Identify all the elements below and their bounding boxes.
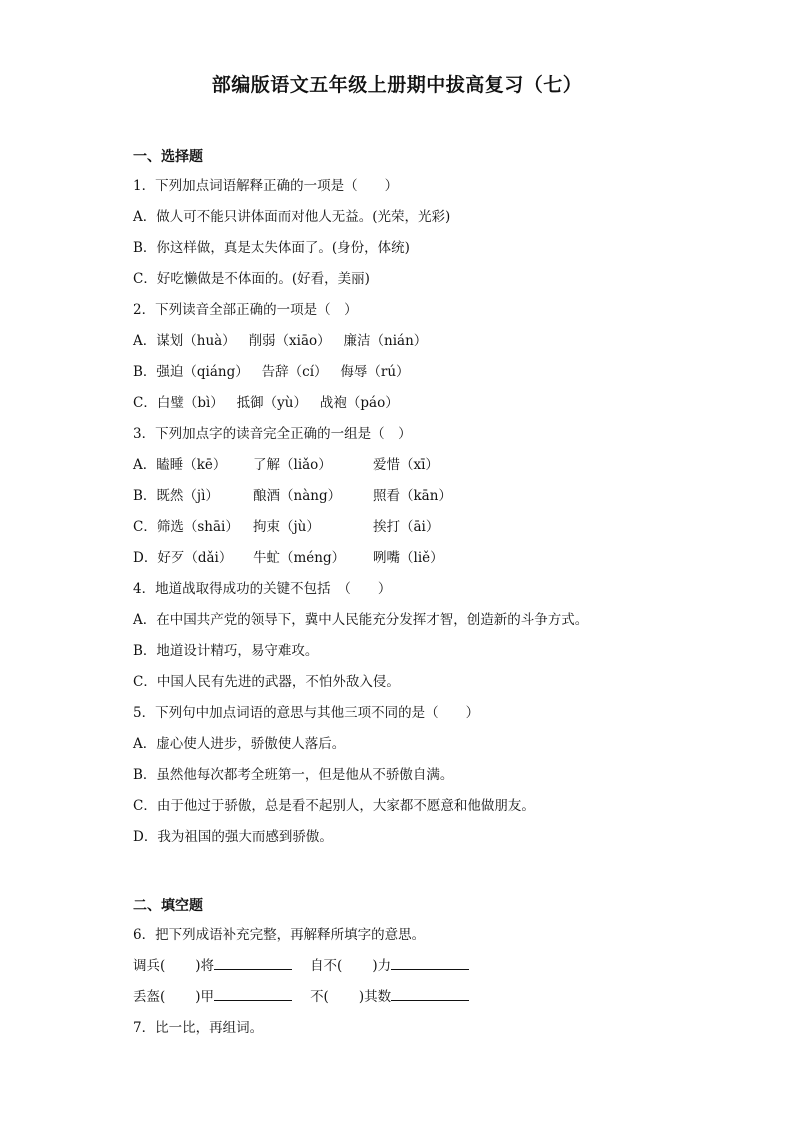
idiom-part: )力	[372, 958, 392, 974]
section-heading-fill: 二、填空题	[133, 898, 203, 914]
option-word: D．好歹（dǎi）	[133, 550, 233, 566]
question-5-option-c: C．由于他过于骄傲，总是看不起别人，大家都不愿意和他做朋友。	[133, 798, 535, 814]
question-1-option-b: B．你这样做，真是太失体面了。(身份，体统)	[133, 240, 410, 256]
idiom-part: 调兵(	[133, 958, 166, 974]
option-word: C．筛选（shāi）	[133, 519, 239, 535]
answer-blank[interactable]	[391, 986, 469, 1001]
question-3-option-d	[133, 543, 733, 574]
option-word: 咧嘴（liě）	[373, 550, 444, 566]
option-word: 告辞（cí）	[261, 364, 328, 380]
question-4-option-c: C．中国人民有先进的武器，不怕外敌入侵。	[133, 674, 400, 690]
question-2-option-b	[133, 357, 733, 388]
question-3-option-c	[133, 512, 733, 543]
question-2-stem: 2．下列读音全部正确的一项是（ ）	[133, 302, 358, 318]
question-6-row-1	[133, 951, 733, 982]
option-word: A．瞌睡（kē）	[133, 457, 227, 473]
question-6-row-2	[133, 982, 733, 1013]
idiom-part: )甲	[195, 989, 215, 1005]
question-5-stem: 5．下列句中加点词语的意思与其他三项不同的是（ ）	[133, 705, 480, 721]
question-3-option-b	[133, 481, 733, 512]
option-word: 照看（kān）	[373, 488, 452, 504]
question-2-option-a	[133, 326, 733, 357]
question-2-option-c	[133, 388, 733, 419]
question-4-option-b: B．地道设计精巧，易守难攻。	[133, 643, 319, 659]
question-5-option-b: B．虽然他每次都考全班第一，但是他从不骄傲自满。	[133, 767, 454, 783]
option-word: B．强迫（qiáng）	[133, 364, 249, 380]
answer-blank[interactable]	[391, 955, 469, 970]
answer-blank[interactable]	[214, 986, 292, 1001]
option-word: 牛虻（méng）	[253, 550, 346, 566]
idiom-part: )其数	[358, 989, 392, 1005]
option-word: 爱惜（xī）	[373, 457, 439, 473]
option-word: C．白璧（bì）	[133, 395, 224, 411]
document-body	[133, 147, 733, 1044]
option-word: 削弱（xiāo）	[248, 333, 331, 349]
idiom-part: 不(	[310, 989, 329, 1005]
option-word: A．谋划（huà）	[133, 333, 236, 349]
option-word: 拘束（jù）	[253, 519, 320, 535]
option-word: 廉洁（nián）	[343, 333, 428, 349]
question-7-stem: 7．比一比，再组词。	[133, 1020, 264, 1036]
option-word: 挨打（āi）	[373, 519, 440, 535]
question-1-option-c: C．好吃懒做是不体面的。(好看，美丽)	[133, 271, 370, 287]
option-word: 抵御（yù）	[236, 395, 307, 411]
idiom-part: 丢盔(	[133, 989, 166, 1005]
question-1-option-a: A．做人可不能只讲体面而对他人无益。(光荣，光彩)	[133, 209, 451, 225]
section-heading-choice: 一、选择题	[133, 149, 203, 165]
question-5-option-a: A．虚心使人进步，骄傲使人落后。	[133, 736, 346, 752]
question-3-stem: 3．下列加点字的读音完全正确的一组是（ ）	[133, 426, 412, 442]
answer-blank[interactable]	[214, 955, 292, 970]
question-1-stem: 1．下列加点词语解释正确的一项是（ ）	[133, 178, 399, 194]
option-word: 了解（liǎo）	[253, 457, 332, 473]
section-spacer	[133, 853, 733, 896]
option-word: 侮辱（rú）	[340, 364, 410, 380]
question-3-option-a	[133, 450, 733, 481]
option-word: 酿酒（nàng）	[253, 488, 342, 504]
question-4-stem: 4．地道战取得成功的关键不包括 （ ）	[133, 581, 392, 597]
idiom-part: )将	[195, 958, 215, 974]
page-title: 部编版语文五年级上册期中拔高复习（七）	[211, 74, 583, 96]
question-4-option-a: A．在中国共产党的领导下，冀中人民能充分发挥才智，创造新的斗争方式。	[133, 612, 589, 628]
question-5-option-d: D．我为祖国的强大而感到骄傲。	[133, 829, 333, 845]
option-word: 战袍（páo）	[319, 395, 399, 411]
question-6-stem: 6．把下列成语补充完整，再解释所填字的意思。	[133, 927, 426, 943]
idiom-part: 自不(	[310, 958, 343, 974]
option-word: B．既然（jì）	[133, 488, 219, 504]
